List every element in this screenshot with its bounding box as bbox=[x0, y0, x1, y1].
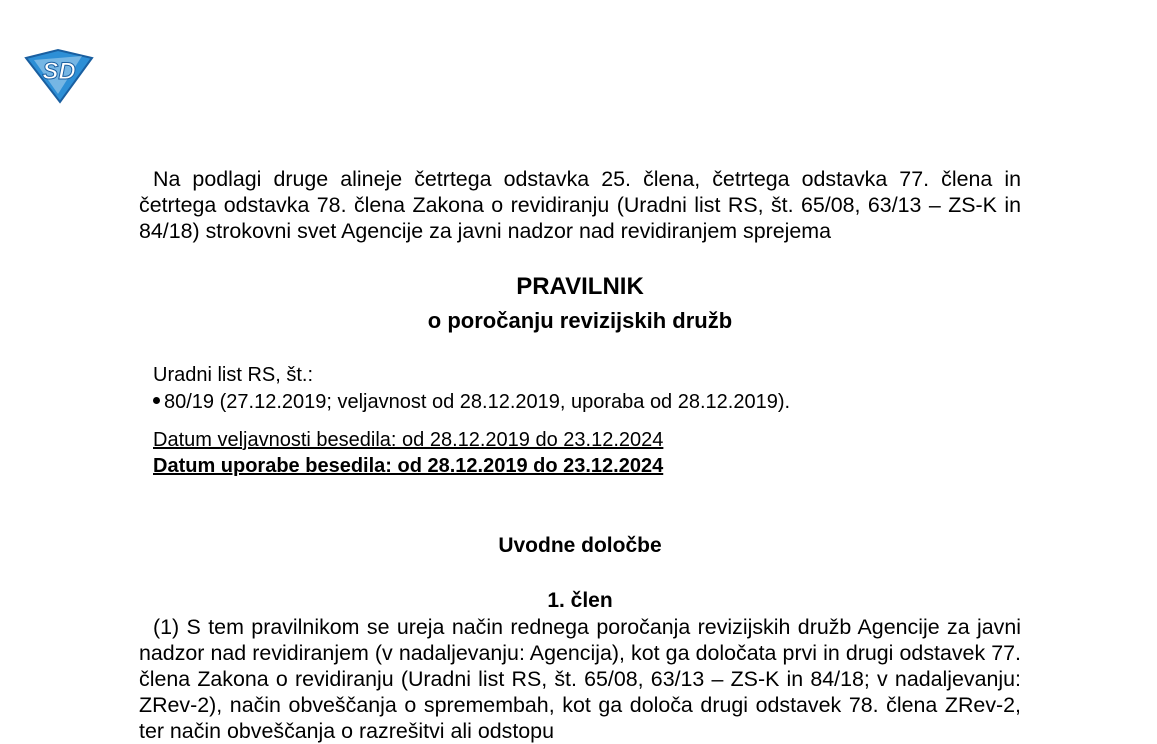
bullet-icon bbox=[153, 397, 160, 404]
gazette-entry-text: 80/19 (27.12.2019; veljavnost od 28.12.2019, uporaba od 28.12.2019). bbox=[164, 391, 791, 413]
document-subtitle: o poročanju revizijskih družb bbox=[427, 308, 733, 333]
section-heading: Uvodne določbe bbox=[498, 534, 662, 557]
sd-logo-icon bbox=[22, 46, 96, 104]
document-title: PRAVILNIK bbox=[516, 273, 644, 300]
article-paragraph: (1) S tem pravilnikom se ureja način rednega poročanja revizijskih družb Agencije za javni nadzor nad revidiranjem (v nadaljevanju: Agencija), kot ga določata prvi in drugi odstavek 77. člena Zakona o revidiranju (Uradni list RS, št. 65/08, 63/13 – ZS-K in 84/18; v nadaljevanju: ZRev-2), način obveščanja o spremembah, kot ga določa drugi odstavek 78. člena ZRev-2, ter način obveščanja o razrešitvi ali odstopu bbox=[139, 615, 1021, 743]
article-heading: 1. člen bbox=[547, 589, 613, 612]
svg-text:SD: SD bbox=[42, 58, 76, 85]
validity-date-link[interactable]: Datum veljavnosti besedila: od 28.12.2019 do 23.12.2024 bbox=[153, 429, 664, 451]
preamble-paragraph: Na podlagi druge alineje četrtega odstavka 25. člena, četrtega odstavka 77. člena in četrtega odstavka 78. člena Zakona o revidiranju (Uradni list RS, št. 65/08, 63/13 – ZS-K in 84/18) strokovni svet Agencije za javni nadzor nad revidiranjem sprejema bbox=[139, 167, 1021, 243]
gazette-label: Uradni list RS, št.: bbox=[153, 364, 314, 386]
gazette-entry bbox=[153, 390, 790, 415]
application-date-link[interactable]: Datum uporabe besedila: od 28.12.2019 do 23.12.2024 bbox=[153, 455, 664, 477]
